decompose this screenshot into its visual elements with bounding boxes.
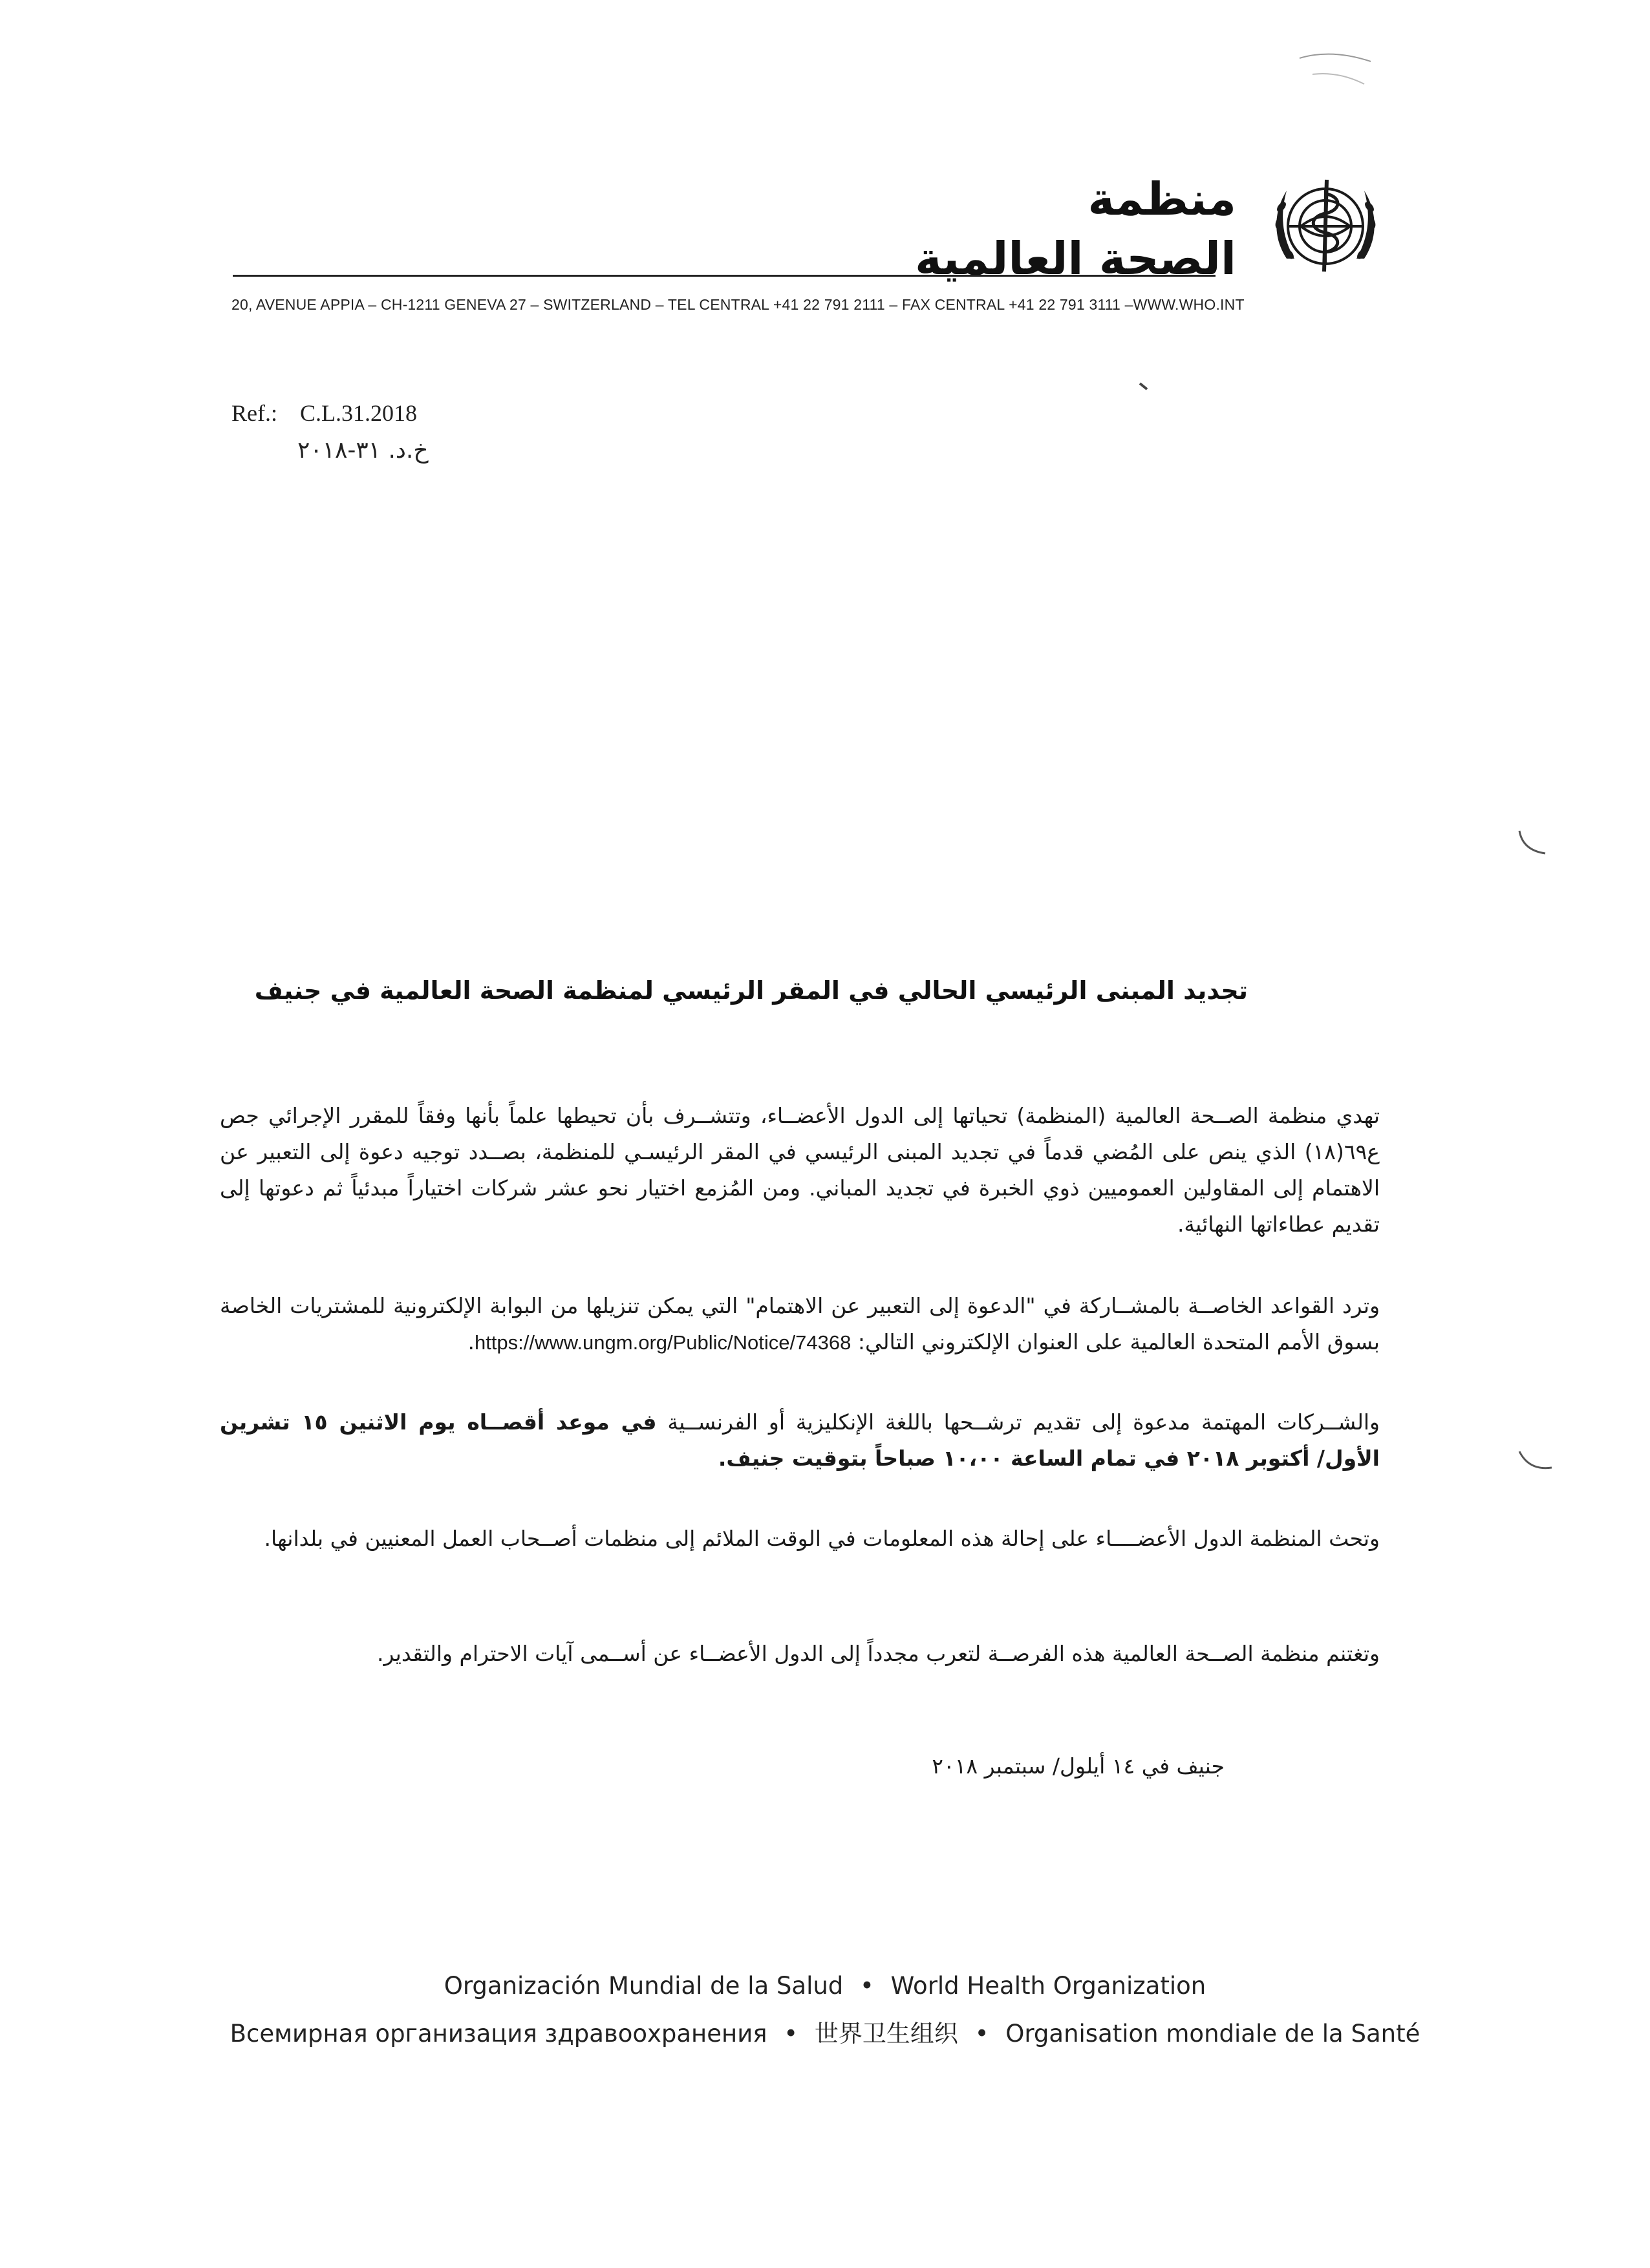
paragraph-deadline-text: والشــركات المهتمة مدعوة إلى تقديم ترشــحها باللغة الإنكليزية أو الفرنســية <box>667 1409 1380 1435</box>
org-name-arabic <box>848 169 1236 288</box>
reference-number: C.L.31.2018 <box>299 400 417 426</box>
footer-line-2 <box>0 2014 1650 2049</box>
footer-chinese-name: 世界卫生组织 <box>814 2020 958 2048</box>
org-name-line2: الصحة العالمية <box>915 232 1236 285</box>
footer-french-name: Organisation mondiale de la Santé <box>1005 2020 1420 2048</box>
paragraph-closing: وتغتنم منظمة الصــحة العالمية هذه الفرصــة لتعرب مجدداً إلى الدول الأعضــاء عن أســمى آيات الاحترام والتقدير. <box>376 1641 1380 1666</box>
footer-line-1 <box>0 1972 1650 2000</box>
footer-separator: • <box>974 2020 989 2048</box>
reference-line <box>231 400 417 427</box>
reference-label: Ref.: <box>231 400 277 426</box>
who-emblem-icon <box>1261 162 1390 291</box>
footer-english-name: World Health Organization <box>890 1972 1206 2000</box>
scan-mark <box>1138 381 1151 394</box>
footer-russian-name: Всемирная организация здравоохранения <box>230 2020 767 2048</box>
org-name-line1: منظمة <box>1088 173 1236 226</box>
notice-link[interactable]: https://www.ungm.org/Public/Notice/74368 <box>474 1331 852 1354</box>
reference-arabic: خ.د. ٣١-٢٠١٨ <box>297 437 429 464</box>
footer-separator: • <box>784 2020 798 2048</box>
deadline-bold: في موعد أقصــاه يوم الاثنين ١٥ تشرين الأول/ أكتوبر ٢٠١٨ في تمام الساعة ١٠،٠٠ صباحاً بتوقيت جنيف <box>220 1409 1380 1471</box>
address-line: 20, AVENUE APPIA – CH-1211 GENEVA 27 – SWITZERLAND – TEL CENTRAL +41 22 791 2111 – FAX CENTRAL +41 22 791 3111 –WWW.WHO.INT <box>231 296 1245 313</box>
date-line: جنيف في ١٤ أيلول/ سبتمبر ٢٠١٨ <box>932 1753 1225 1779</box>
document-title: تجديد المبنى الرئيسي الحالي في المقر الرئيسي لمنظمة الصحة العالمية في جنيف <box>254 976 1248 1005</box>
header-divider <box>233 275 1216 277</box>
paragraph-member-states: وتحث المنظمة الدول الأعضــــاء على إحالة هذه المعلومات في الوقت الملائم إلى منظمات أصــحاب العمل المعنيين في بلدانها. <box>264 1526 1380 1551</box>
paragraph-deadline: والشــركات المهتمة مدعوة إلى تقديم ترشــحها باللغة الإنكليزية أو الفرنســية في موعد أقصــاه يوم الاثنين ١٥ تشرين الأول/ أكتوبر ٢٠١٨ في تمام الساعة ١٠،٠٠ صباحاً بتوقيت جنيف. <box>220 1409 1380 1471</box>
paragraph-rules: وترد القواعد الخاصــة بالمشــاركة في "الدعوة إلى التعبير عن الاهتمام" التي يمكن تنزيلها من البوابة الإلكترونية للمشتريات الخاصة بسوق الأمم المتحدة العالمية على العنوان الإلكتروني التالي: https://www.ungm.org/Public/Notice/74368. <box>220 1293 1380 1354</box>
scan-mark <box>1513 1448 1565 1481</box>
paragraph-intro: تهدي منظمة الصــحة العالمية (المنظمة) تحياتها إلى الدول الأعضــاء، وتتشــرف بأن تحيطها علماً بأنها وفقاً للمقرر الإجرائي جص ع٦٩(١٨) الذي ينص على المُضي قدماً في تجديد المبنى الرئيسي في المقر الرئيسـي للمنظمة، بصــدد توجيه دعوة إلى التعبير عن الاهتمام إلى المقاولين العموميين ذوي الخبرة في تجديد المباني. ومن المُزمع اختيار نحو عشر شركات اختياراً مبدئياً ثم دعوتها إلى تقديم عطاءاتها النهائية. <box>220 1103 1380 1237</box>
paragraph-rules-text: وترد القواعد الخاصــة بالمشــاركة في "الدعوة إلى التعبير عن الاهتمام" التي يمكن تنزيلها من البوابة الإلكترونية للمشتريات الخاصة بسوق الأمم المتحدة العالمية على العنوان الإلكتروني التالي: <box>220 1293 1380 1354</box>
scan-mark <box>1513 828 1565 866</box>
footer-separator: • <box>860 1972 874 2000</box>
footer-spanish-name: Organización Mundial de la Salud <box>444 1972 844 2000</box>
scan-mark <box>1293 45 1384 97</box>
